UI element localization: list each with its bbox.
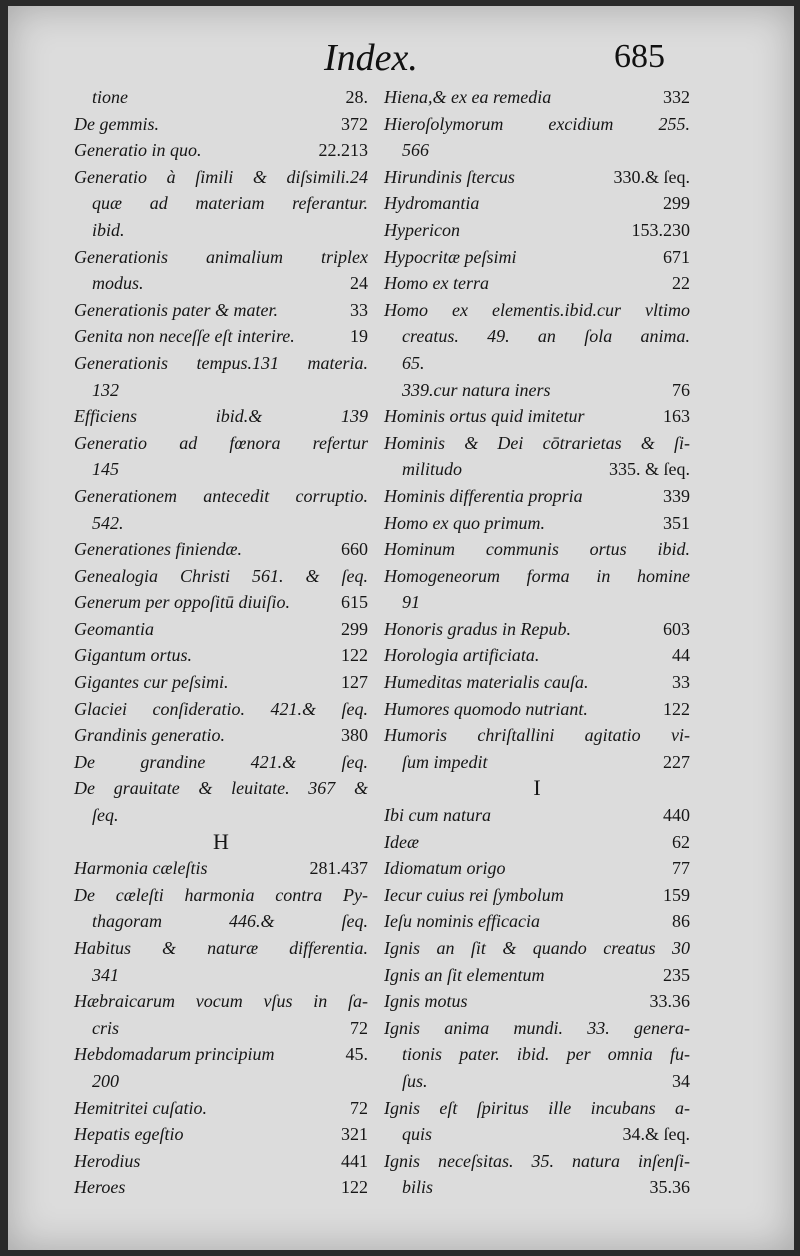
index-entry	[384, 244, 690, 271]
index-entry	[74, 323, 368, 350]
entry-text: Efficiens ibid.& 139	[74, 406, 368, 427]
entry-page-ref: 76	[672, 379, 690, 400]
index-entry	[74, 696, 368, 723]
entry-text: Humores quomodo nutriant.	[384, 698, 588, 719]
index-entry	[74, 270, 368, 297]
page-number: 685	[614, 38, 665, 75]
entry-page-ref: 44	[672, 645, 690, 666]
entry-text: thagoram 446.& ſeq.	[92, 911, 368, 932]
index-entry	[384, 430, 690, 457]
entry-text: 542.	[92, 512, 124, 533]
entry-text: Humeditas materialis cauſa.	[384, 672, 589, 693]
entry-text: Honoris gradus in Repub.	[384, 618, 572, 639]
entry-text: Harmonia cæleſtis	[74, 858, 208, 879]
entry-text: Idiomatum origo	[384, 858, 506, 879]
entry-text: Glaciei conſideratio. 421.& ſeq.	[74, 698, 368, 719]
index-entry	[74, 1041, 368, 1068]
entry-text: ibid.	[92, 219, 125, 240]
index-entry	[384, 988, 690, 1015]
entry-page-ref: 339	[663, 485, 690, 506]
entry-text: Ieſu nominis efficacia	[384, 911, 540, 932]
index-entry	[384, 589, 690, 616]
index-entry	[74, 722, 368, 749]
index-entry	[384, 1095, 690, 1122]
entry-page-ref: 127	[341, 672, 368, 693]
entry-page-ref: 159	[663, 884, 690, 905]
index-entry	[384, 297, 690, 324]
entry-page-ref: 330.& ſeq.	[613, 166, 690, 187]
index-entry	[74, 589, 368, 616]
index-entry	[74, 297, 368, 324]
entry-text: quæ ad materiam referantur.	[92, 193, 368, 214]
entry-page-ref: 441	[341, 1150, 368, 1171]
entry-text: Hominis ortus quid imitetur	[384, 406, 585, 427]
index-entry	[384, 1148, 690, 1175]
index-entry	[384, 536, 690, 563]
entry-text: cris	[92, 1017, 119, 1038]
index-entry	[74, 217, 368, 244]
index-entry	[74, 536, 368, 563]
index-entry	[74, 190, 368, 217]
entry-page-ref: 335. & ſeq.	[609, 459, 690, 480]
page-header	[8, 36, 794, 86]
entry-page-ref: 227	[663, 751, 690, 772]
entry-text: Genealogia Christi 561. & ſeq.	[74, 565, 368, 586]
entry-text: Ignis anima mundi. 33. genera-	[384, 1017, 690, 1038]
index-entry	[74, 1068, 368, 1095]
index-entry	[384, 456, 690, 483]
entry-text: Hominum communis ortus ibid.	[384, 539, 690, 560]
index-entry	[384, 1015, 690, 1042]
index-entry	[384, 377, 690, 404]
entry-text: militudo	[402, 459, 463, 480]
index-entry	[384, 855, 690, 882]
index-entry	[384, 483, 690, 510]
entry-page-ref: 35.36	[649, 1177, 690, 1198]
index-entry	[74, 350, 368, 377]
entry-page-ref: 62	[672, 831, 690, 852]
entry-text: Ignis an ſit elementum	[384, 964, 545, 985]
index-entry	[384, 935, 690, 962]
entry-text: 566	[402, 140, 429, 161]
book-page	[8, 6, 794, 1250]
entry-text: Iecur cuius rei ſymbolum	[384, 884, 564, 905]
entry-text: Hypericon	[384, 219, 460, 240]
entry-text: 145	[92, 459, 119, 480]
entry-text: ſum impedit	[402, 751, 488, 772]
index-entry	[74, 1174, 368, 1201]
entry-text: Genita non neceſſe eſt interire.	[74, 326, 295, 347]
entry-text: Horologia artificiata.	[384, 645, 540, 666]
entry-page-ref: 45.	[345, 1044, 368, 1065]
index-entry	[74, 775, 368, 802]
index-entry	[74, 164, 368, 191]
entry-page-ref: 671	[663, 246, 690, 267]
entry-text: ſeq.	[92, 805, 119, 826]
entry-text: 339.cur natura iners	[402, 379, 551, 400]
entry-text: Hemitritei cuſatio.	[74, 1097, 207, 1118]
entry-page-ref: 72	[350, 1017, 368, 1038]
entry-text: Ignis motus	[384, 991, 468, 1012]
entry-page-ref: 299	[341, 618, 368, 639]
entry-text: Generationes finiendæ.	[74, 539, 242, 560]
index-entry	[384, 84, 690, 111]
entry-text: Hæbraicarum vocum vſus in ſa-	[74, 991, 368, 1012]
entry-page-ref: 28.	[345, 87, 368, 107]
entry-text: quis	[402, 1124, 433, 1145]
entry-page-ref: 33.36	[649, 991, 690, 1012]
entry-text: Ibi cum natura	[384, 805, 491, 826]
index-column-left	[74, 84, 368, 1201]
index-entry	[74, 962, 368, 989]
index-entry	[384, 1121, 690, 1148]
index-entry	[384, 323, 690, 350]
index-entry	[384, 1174, 690, 1201]
index-entry	[74, 1095, 368, 1122]
entry-page-ref: 603	[663, 618, 690, 639]
entry-page-ref: 321	[341, 1124, 368, 1145]
index-entry	[384, 350, 690, 377]
index-entry	[74, 749, 368, 776]
entry-page-ref: 372	[341, 113, 368, 134]
entry-text: I	[533, 775, 541, 801]
index-entry	[74, 642, 368, 669]
index-entry	[384, 563, 690, 590]
entry-page-ref: 163	[663, 406, 690, 427]
index-entry	[74, 669, 368, 696]
index-entry	[384, 217, 690, 244]
section-letter	[74, 829, 368, 856]
entry-text: 132	[92, 379, 119, 400]
entry-page-ref: 22.213	[318, 140, 368, 161]
index-entry	[384, 1041, 690, 1068]
entry-text: Habitus & naturæ differentia.	[74, 938, 368, 958]
entry-text: Hepatis egeſtio	[74, 1124, 184, 1145]
index-entry	[384, 669, 690, 696]
entry-page-ref: 34	[672, 1070, 690, 1091]
index-entry	[74, 1121, 368, 1148]
index-entry	[384, 696, 690, 723]
section-letter	[384, 775, 690, 802]
index-entry	[384, 722, 690, 749]
entry-page-ref: 380	[341, 725, 368, 746]
entry-page-ref: 77	[672, 858, 690, 879]
entry-page-ref: 153.230	[631, 219, 690, 240]
entry-text: tionis pater. ibid. per omnia fu-	[402, 1044, 690, 1065]
index-entry	[74, 510, 368, 537]
index-entry	[74, 1015, 368, 1042]
entry-page-ref: 660	[341, 539, 368, 560]
index-entry	[74, 244, 368, 271]
entry-text: Ignis neceſsitas. 35. natura inſenſi-	[384, 1150, 690, 1171]
index-entry	[74, 908, 368, 935]
entry-page-ref: 22	[672, 273, 690, 294]
entry-text: ſus.	[402, 1070, 428, 1091]
entry-text: Humoris chriſtallini agitatio vi-	[384, 725, 690, 746]
entry-page-ref: 281.437	[309, 858, 368, 879]
entry-text: Hypocritæ peſsimi	[384, 246, 517, 267]
index-entry	[74, 563, 368, 590]
entry-text: Hebdomadarum principium	[74, 1044, 275, 1065]
index-entry	[74, 882, 368, 909]
index-entry	[384, 908, 690, 935]
entry-text: 200	[92, 1070, 119, 1091]
index-entry	[74, 377, 368, 404]
entry-page-ref: 122	[341, 645, 368, 666]
index-entry	[384, 1068, 690, 1095]
entry-text: De gemmis.	[74, 113, 159, 134]
entry-page-ref: 34.& ſeq.	[622, 1124, 690, 1145]
entry-text: De grandine 421.& ſeq.	[74, 751, 368, 772]
entry-text: modus.	[92, 273, 144, 294]
entry-text: creatus. 49. an ſola anima.	[402, 326, 690, 347]
index-entry	[74, 935, 368, 962]
entry-text: Generatio in quo.	[74, 140, 202, 161]
entry-page-ref: 122	[663, 698, 690, 719]
entry-text: 91	[402, 592, 420, 613]
index-entry	[384, 616, 690, 643]
entry-page-ref: 86	[672, 911, 690, 932]
index-entry	[74, 1148, 368, 1175]
index-entry	[384, 190, 690, 217]
entry-text: Generationis tempus.131 materia.	[74, 352, 368, 373]
index-entry	[74, 84, 368, 111]
index-entry	[384, 802, 690, 829]
index-entry	[74, 855, 368, 882]
entry-page-ref: 351	[663, 512, 690, 533]
entry-text: Generationis animalium triplex	[74, 246, 368, 267]
entry-text: Hydromantia	[384, 193, 480, 214]
entry-text: Generum per oppoſitū diuiſio.	[74, 592, 290, 613]
entry-page-ref: 33	[672, 672, 690, 693]
entry-text: 341	[92, 964, 119, 985]
entry-page-ref: 615	[341, 592, 368, 613]
entry-text: Ideæ	[384, 831, 419, 852]
entry-text: Hieroſolymorum excidium 255.	[384, 113, 690, 134]
entry-text: Generationis pater & mater.	[74, 299, 278, 320]
entry-page-ref: 299	[663, 193, 690, 214]
entry-page-ref: 19	[350, 326, 368, 347]
entry-text: Homo ex elementis.ibid.cur vltimo	[384, 299, 690, 320]
entry-text: Heroes	[74, 1177, 126, 1198]
index-entry	[74, 137, 368, 164]
index-column-right	[384, 84, 690, 1201]
index-entry	[74, 456, 368, 483]
entry-page-ref: 72	[350, 1097, 368, 1118]
entry-text: Gigantum ortus.	[74, 645, 193, 666]
entry-text: Hominis differentia propria	[384, 485, 583, 506]
entry-text: Homo ex terra	[384, 273, 489, 294]
entry-text: Homogeneorum forma in homine	[384, 565, 690, 586]
entry-text: Grandinis generatio.	[74, 725, 225, 746]
entry-text: Herodius	[74, 1150, 141, 1171]
entry-text: 65.	[402, 352, 425, 373]
index-entry	[74, 111, 368, 138]
entry-page-ref: 235	[663, 964, 690, 985]
index-entry	[384, 164, 690, 191]
entry-text: Hiena,& ex ea remedia	[384, 87, 552, 107]
entry-page-ref: 33	[350, 299, 368, 320]
index-entry	[384, 829, 690, 856]
entry-text: Homo ex quo primum.	[384, 512, 545, 533]
index-entry	[74, 802, 368, 829]
index-entry	[384, 403, 690, 430]
index-entry	[384, 270, 690, 297]
entry-text: Ignis an ſit & quando creatus 30	[384, 938, 690, 958]
entry-text: H	[213, 828, 229, 854]
index-entry	[384, 137, 690, 164]
index-entry	[384, 642, 690, 669]
entry-text: Generatio ad fœnora refertur	[74, 432, 368, 453]
index-entry	[74, 988, 368, 1015]
entry-text: De cæleſti harmonia contra Py-	[74, 884, 368, 905]
entry-text: Generationem antecedit corruptio.	[74, 485, 368, 506]
entry-page-ref: 122	[341, 1177, 368, 1198]
index-entry	[74, 483, 368, 510]
entry-text: Geomantia	[74, 618, 154, 639]
index-entry	[384, 749, 690, 776]
entry-page-ref: 332	[663, 87, 690, 107]
entry-page-ref: 440	[663, 805, 690, 826]
entry-text: tione	[92, 87, 128, 107]
index-entry	[74, 403, 368, 430]
index-entry	[74, 616, 368, 643]
entry-text: Gigantes cur peſsimi.	[74, 672, 229, 693]
index-entry	[384, 962, 690, 989]
entry-text: bilis	[402, 1177, 434, 1198]
entry-page-ref: 24	[350, 273, 368, 294]
index-entry	[384, 111, 690, 138]
running-head: Index.	[324, 37, 418, 79]
entry-text: Hominis & Dei cōtrarietas & ſi-	[384, 432, 690, 453]
index-entry	[384, 510, 690, 537]
entry-text: Generatio à ſimili & diſsimili.24	[74, 166, 368, 187]
entry-text: Ignis eſt ſpiritus ille incubans a-	[384, 1097, 690, 1118]
entry-text: Hirundinis ſtercus	[384, 166, 515, 187]
index-entry	[74, 430, 368, 457]
index-entry	[384, 882, 690, 909]
entry-text: De grauitate & leuitate. 367 &	[74, 778, 368, 799]
